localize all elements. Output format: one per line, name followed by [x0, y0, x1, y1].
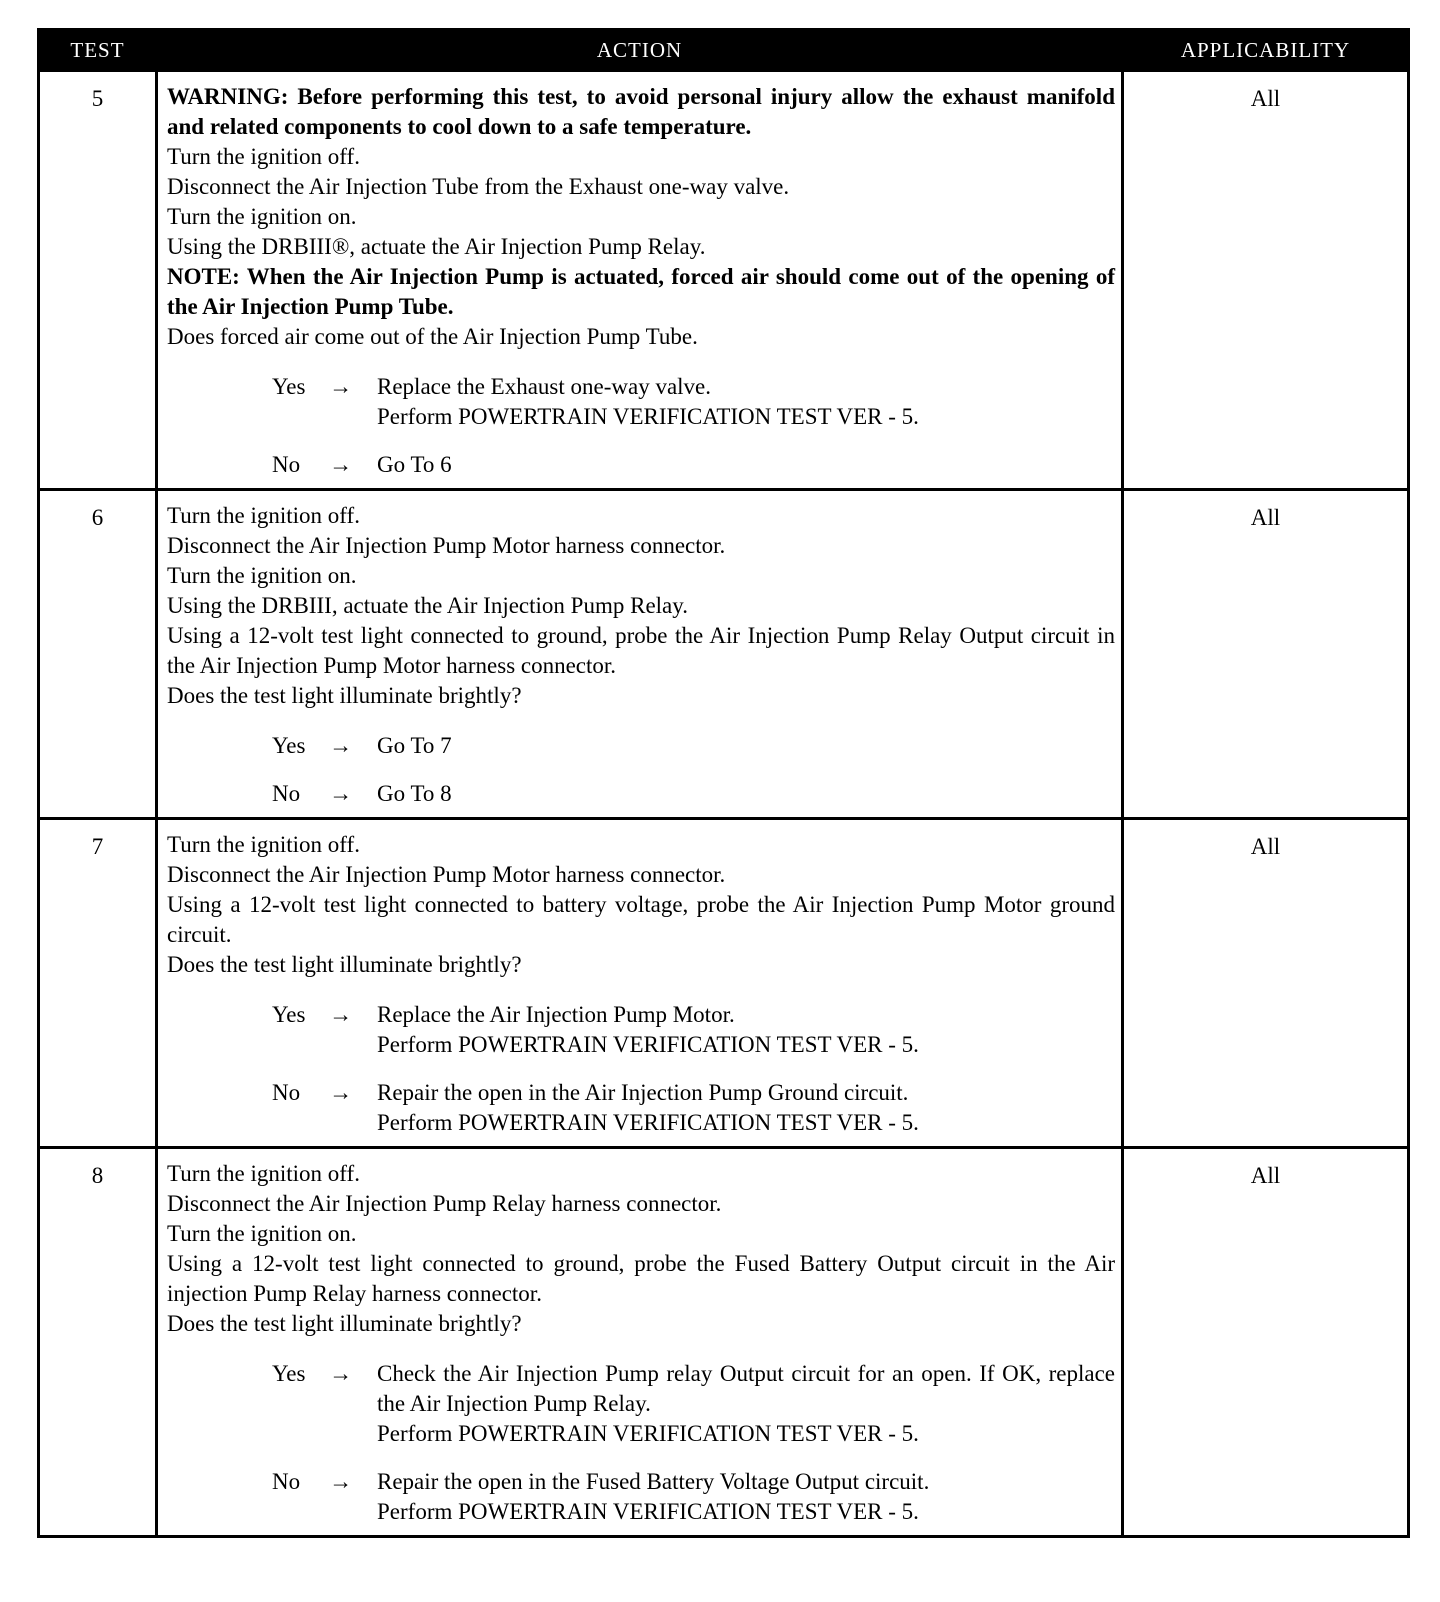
arrow-right-icon: →	[329, 452, 353, 477]
table-row	[39, 1148, 1409, 1537]
instruction-line: Using the DRBIII, actuate the Air Injection Pump Relay.	[167, 593, 689, 618]
header-test: TEST	[39, 30, 157, 71]
table-body	[39, 71, 1409, 1537]
outcome-yes	[167, 1000, 1115, 1060]
test-number: 5	[39, 71, 157, 490]
instruction-line: Using a 12-volt test light connected to battery voltage, probe the Air Injection Pump Motor ground circuit.	[167, 892, 1115, 947]
diagnostic-test-table	[37, 28, 1410, 1538]
outcome-result: Perform POWERTRAIN VERIFICATION TEST VER - 5.	[377, 1421, 919, 1446]
instruction-line: Turn the ignition off.	[167, 503, 360, 528]
instruction-line: Using a 12-volt test light connected to ground, probe the Air Injection Pump Relay Output circuit in the Air Injection Pump Motor harness connector.	[167, 623, 1115, 678]
table-row	[39, 819, 1409, 1148]
action-cell	[157, 819, 1123, 1148]
outcome-result: Replace the Exhaust one-way valve.	[377, 374, 712, 399]
instruction-line: Turn the ignition on.	[167, 563, 357, 588]
arrow-right-icon: →	[329, 733, 353, 758]
outcome-result: Check the Air Injection Pump relay Output circuit for an open. If OK, replace the Air Injection Pump Relay.	[377, 1361, 1115, 1416]
outcome-result: Perform POWERTRAIN VERIFICATION TEST VER - 5.	[377, 1032, 919, 1057]
outcome-yes	[167, 1359, 1115, 1449]
outcome-result: Go To 8	[377, 781, 452, 806]
outcome-label: No	[272, 1080, 301, 1105]
arrow-right-icon: →	[329, 1080, 353, 1105]
outcome-result: Repair the open in the Fused Battery Voltage Output circuit.	[377, 1469, 930, 1494]
instruction-line: Turn the ignition off.	[167, 1161, 360, 1186]
outcome-label: Yes	[272, 1002, 306, 1027]
applicability-value: All	[1123, 819, 1409, 1148]
outcome-result: Replace the Air Injection Pump Motor.	[377, 1002, 735, 1027]
instruction-line: Disconnect the Air Injection Pump Motor harness connector.	[167, 862, 726, 887]
applicability-value: All	[1123, 1148, 1409, 1537]
instruction-line: Disconnect the Air Injection Pump Motor harness connector.	[167, 533, 726, 558]
test-number: 8	[39, 1148, 157, 1537]
outcome-result: Perform POWERTRAIN VERIFICATION TEST VER - 5.	[377, 1110, 919, 1135]
instruction-line: Using a 12-volt test light connected to ground, probe the Fused Battery Output circuit in the Air injection Pump Relay harness connector.	[167, 1251, 1115, 1306]
outcome-yes	[167, 372, 1115, 432]
arrow-right-icon: →	[329, 1002, 353, 1027]
applicability-value: All	[1123, 490, 1409, 819]
outcome-result: Go To 7	[377, 733, 452, 758]
instruction-line: Disconnect the Air Injection Pump Relay harness connector.	[167, 1191, 722, 1216]
outcome-result: Repair the open in the Air Injection Pump Ground circuit.	[377, 1080, 909, 1105]
test-number: 7	[39, 819, 157, 1148]
action-cell	[157, 490, 1123, 819]
instruction-line: Turn the ignition on.	[167, 204, 357, 229]
outcome-no	[167, 1078, 1115, 1138]
arrow-right-icon: →	[329, 781, 353, 806]
outcome-label: No	[272, 1469, 301, 1494]
arrow-right-icon: →	[329, 1361, 353, 1386]
outcome-label: Yes	[272, 1361, 306, 1386]
outcome-label: No	[272, 452, 301, 477]
outcome-no	[167, 779, 1115, 809]
outcome-no	[167, 450, 1115, 480]
instruction-line: Using the DRBIII®, actuate the Air Injection Pump Relay.	[167, 234, 706, 259]
outcome-label: Yes	[272, 733, 306, 758]
warning-note-text: NOTE: When the Air Injection Pump is actuated, forced air should come out of the opening of the Air Injection Pump Tube.	[167, 264, 1115, 319]
outcome-result: Go To 6	[377, 452, 452, 477]
outcome-label: Yes	[272, 374, 306, 399]
instruction-line: Turn the ignition off.	[167, 144, 360, 169]
table-header-row	[39, 30, 1409, 71]
table-row	[39, 71, 1409, 490]
instruction-line: Disconnect the Air Injection Tube from the Exhaust one-way valve.	[167, 174, 790, 199]
outcome-label: No	[272, 781, 301, 806]
outcome-yes	[167, 731, 1115, 761]
action-cell	[157, 71, 1123, 490]
instruction-line: Does forced air come out of the Air Injection Pump Tube.	[167, 324, 698, 349]
test-number: 6	[39, 490, 157, 819]
instruction-line: Does the test light illuminate brightly?	[167, 683, 522, 708]
outcome-result: Perform POWERTRAIN VERIFICATION TEST VER - 5.	[377, 1499, 919, 1524]
warning-note-text: WARNING: Before performing this test, to avoid personal injury allow the exhaust manifold and related components to cool down to a safe temperature.	[167, 84, 1115, 139]
outcome-no	[167, 1467, 1115, 1527]
action-cell	[157, 1148, 1123, 1537]
instruction-line: Does the test light illuminate brightly?	[167, 1311, 522, 1336]
arrow-right-icon: →	[329, 374, 353, 399]
instruction-line: Does the test light illuminate brightly?	[167, 952, 522, 977]
arrow-right-icon: →	[329, 1469, 353, 1494]
header-applicability: APPLICABILITY	[1123, 30, 1409, 71]
applicability-value: All	[1123, 71, 1409, 490]
instruction-line: Turn the ignition on.	[167, 1221, 357, 1246]
outcome-result: Perform POWERTRAIN VERIFICATION TEST VER - 5.	[377, 404, 919, 429]
table-row	[39, 490, 1409, 819]
header-action: ACTION	[157, 30, 1123, 71]
diagnostic-test-table-sheet	[37, 28, 1407, 1538]
instruction-line: Turn the ignition off.	[167, 832, 360, 857]
